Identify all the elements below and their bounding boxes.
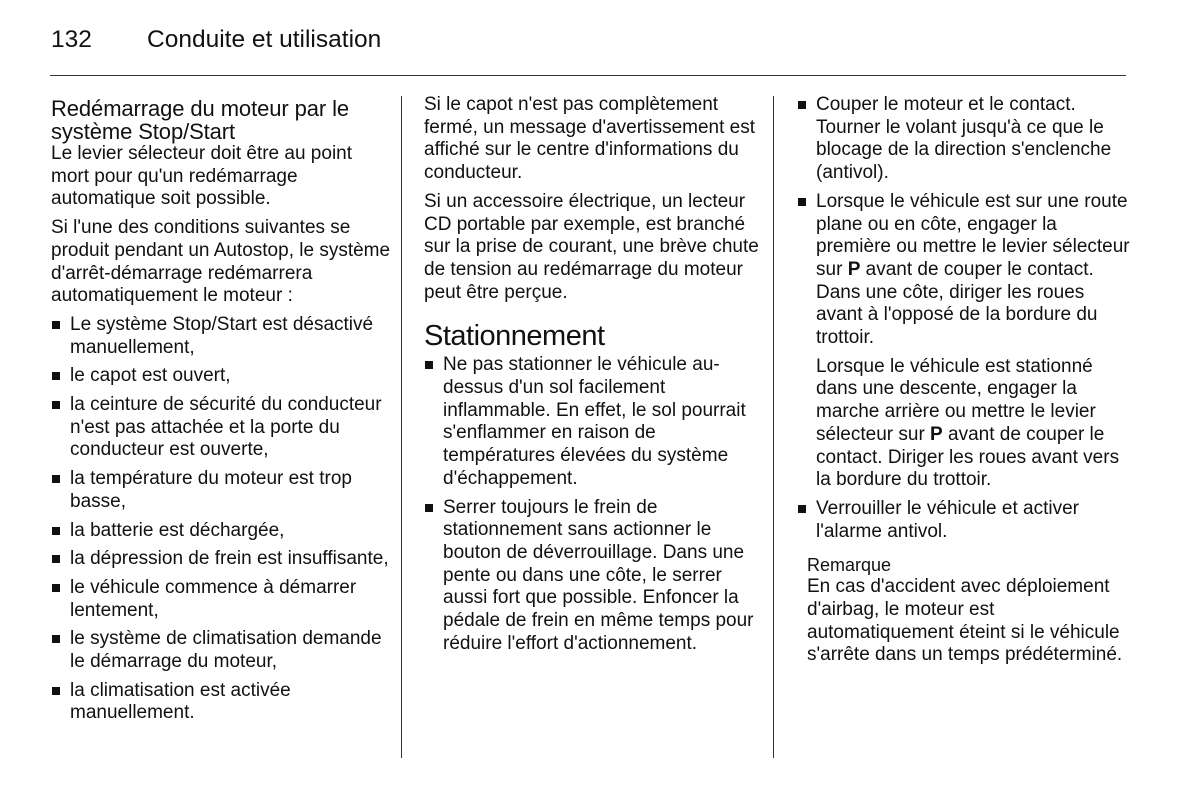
note-text: En cas d'accident avec déploiement d'airbag, le moteur est automatiquement éteint si le véhicule s'arrête dans un temps prédéterminé. <box>807 576 1123 666</box>
column-divider-2 <box>773 96 774 758</box>
page-number: 132 <box>51 26 92 53</box>
chapter-title: Conduite et utilisation <box>147 26 382 53</box>
column-3 <box>797 94 1130 667</box>
text-segment: Lorsque le véhicule est sur une route plane ou en côte, engager la première ou mettre le levier sélecteur sur <box>816 190 1130 280</box>
paragraph-accessory: Si un accessoire électrique, un lecteur CD portable par exemple, est branché sur la prise de courant, une brève chute de tension au redémarrage du moteur peut être perçue. <box>424 190 759 303</box>
section-heading-parking: Stationnement <box>424 320 605 353</box>
parking-steps-list <box>797 94 1130 543</box>
list-item: Le système Stop/Start est désactivé manuellement, <box>51 314 391 359</box>
paragraph-downhill <box>816 356 1130 492</box>
section-heading-restart: Redémarrage du moteur par le système Stop/Start <box>51 96 350 144</box>
list-item: la température du moteur est trop basse, <box>51 468 391 513</box>
selector-position-p: P <box>847 258 861 280</box>
paragraph-neutral: Le levier sélecteur doit être au point mort pour qu'un redémarrage automatique soit possible. <box>51 143 353 210</box>
paragraph-hood-warning: Si le capot n'est pas complètement fermé, un message d'avertissement est affiché sur le centre d'informations du conducteur. <box>424 94 755 184</box>
list-item: Ne pas stationner le véhicule au-dessus d'un sol facilement inflammable. En effet, le sol pourrait s'enflammer en raison de températures élevées du système d'échappement. <box>424 354 764 490</box>
conditions-list <box>51 314 391 725</box>
list-item: la ceinture de sécurité du conducteur n'est pas attachée et la porte du conducteur est ouverte, <box>51 394 391 462</box>
list-item: le capot est ouvert, <box>51 365 391 388</box>
text-segment: avant de couper le contact. Diriger les roues avant vers la bordure du trottoir. <box>816 423 1120 491</box>
note-heading: Remarque <box>807 555 892 576</box>
selector-position-p: P <box>930 423 943 445</box>
list-item <box>797 191 1130 492</box>
column-1 <box>51 94 391 731</box>
paragraph-conditions: Si l'une des conditions suivantes se produit pendant un Autostop, le système d'arrêt-démarrage redémarrera automatiquement le moteur : <box>51 217 391 307</box>
column-2 <box>424 94 764 661</box>
list-item: Serrer toujours le frein de stationnement sans actionner le bouton de déverrouillage. Dans une pente ou dans une côte, le serrer aussi fort que possible. Enfoncer la pédale de frein en même temps pour réduire l'effort d'actionnement. <box>424 497 764 656</box>
list-item: le véhicule commence à démarrer lentement, <box>51 577 391 622</box>
list-item: la dépression de frein est insuffisante, <box>51 548 391 571</box>
page-header <box>51 24 381 56</box>
list-item: la climatisation est activée manuellement. <box>51 680 391 725</box>
list-item: la batterie est déchargée, <box>51 520 391 543</box>
list-item: Verrouiller le véhicule et activer l'alarme antivol. <box>797 498 1130 543</box>
text-segment: avant de couper le contact. Dans une côte, diriger les roues avant à l'opposé de la bordure du trottoir. <box>816 258 1098 349</box>
column-divider-1 <box>401 96 402 758</box>
text-segment: Lorsque le véhicule est stationné dans une descente, engager la marche arrière ou mettre le levier sélecteur sur <box>816 355 1096 445</box>
list-item: Couper le moteur et le contact. Tourner le volant jusqu'à ce que le blocage de la direction s'enclenche (antivol). <box>797 94 1130 185</box>
list-item: le système de climatisation demande le démarrage du moteur, <box>51 628 391 673</box>
header-rule <box>50 75 1126 76</box>
parking-list <box>424 354 764 655</box>
